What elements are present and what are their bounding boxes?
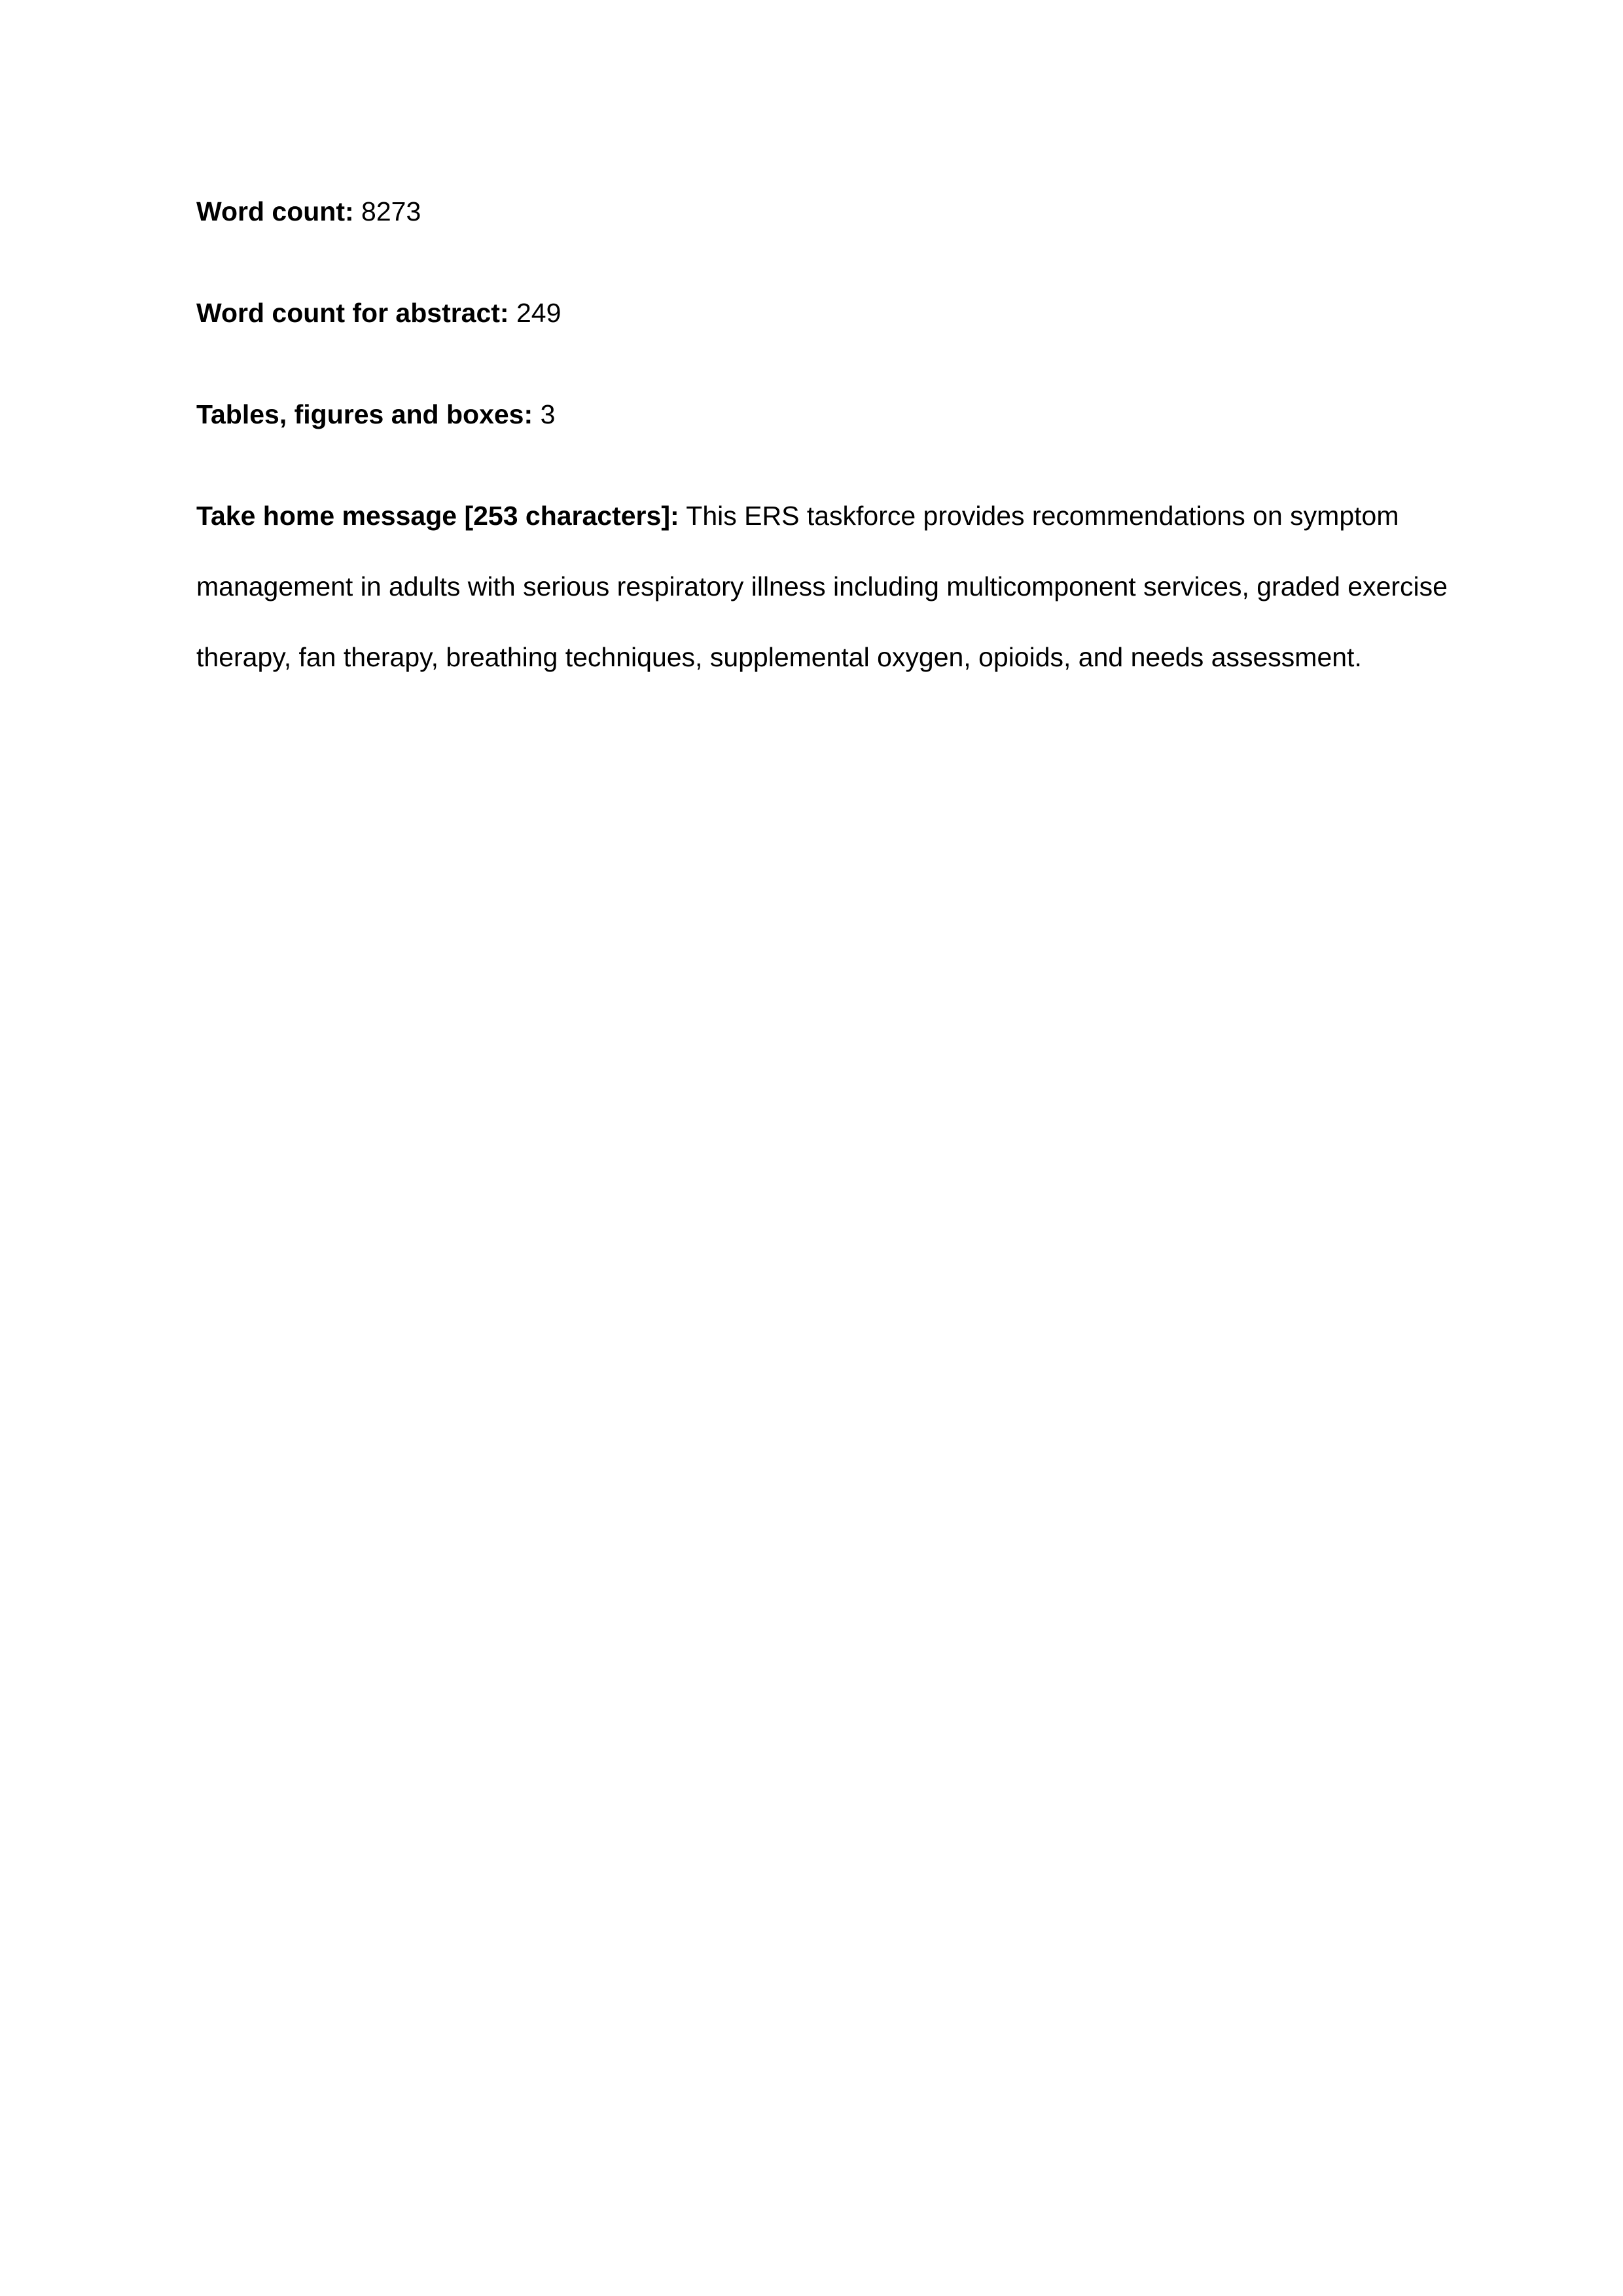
word-count-field xyxy=(196,194,1440,230)
tables-figures-boxes-label: Tables, figures and boxes: xyxy=(196,399,533,429)
abstract-word-count-label: Word count for abstract: xyxy=(196,298,509,328)
take-home-message-text: This ERS taskforce provides recommendations on symptom management in adults with serious respiratory illness including multicomponent services, graded exercise therapy, fan therapy, breathing techniques, supplemental oxygen, opioids, and needs assessment. xyxy=(196,501,1448,672)
take-home-message-field xyxy=(196,480,1466,692)
word-count-value: 8273 xyxy=(361,196,421,226)
abstract-word-count-value: 249 xyxy=(516,298,562,328)
tables-figures-boxes-field xyxy=(196,397,1440,433)
tables-figures-boxes-value: 3 xyxy=(540,399,556,429)
word-count-label: Word count: xyxy=(196,196,354,226)
abstract-word-count-field xyxy=(196,295,1440,331)
document-body xyxy=(196,194,1448,758)
take-home-message-label: Take home message [253 characters]: xyxy=(196,501,679,531)
